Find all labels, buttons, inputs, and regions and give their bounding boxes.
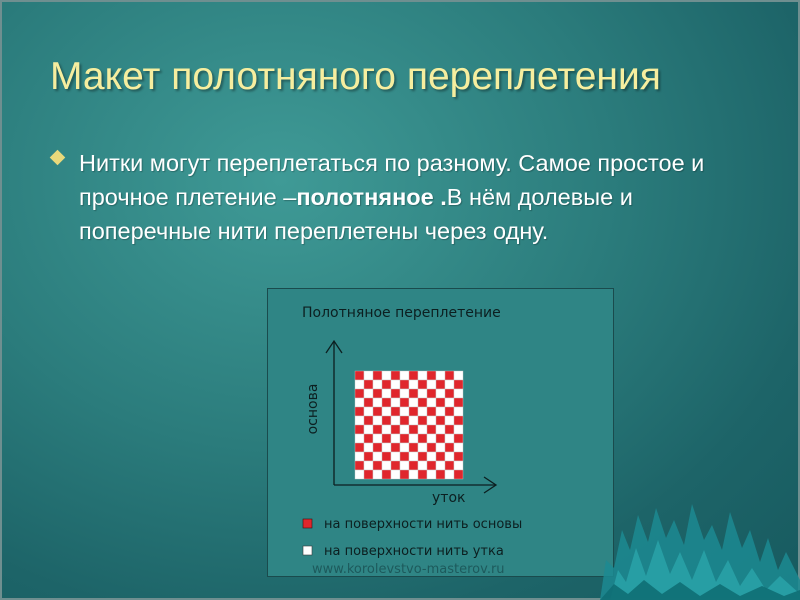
weave-cell [445, 461, 454, 470]
weave-cell [373, 461, 382, 470]
weave-cell [373, 371, 382, 380]
weave-cell [418, 380, 427, 389]
weave-cell [418, 389, 427, 398]
weave-cell [445, 389, 454, 398]
weave-cell [391, 407, 400, 416]
weave-cell [400, 425, 409, 434]
weave-cell [391, 470, 400, 479]
weave-cell [391, 389, 400, 398]
bullet-item [52, 146, 742, 248]
weave-cell [355, 380, 364, 389]
weave-cell [436, 443, 445, 452]
weave-cell [409, 425, 418, 434]
weave-cell [373, 407, 382, 416]
weave-cell [391, 425, 400, 434]
weave-cell [382, 470, 391, 479]
weave-cell [409, 443, 418, 452]
weave-cell [409, 461, 418, 470]
weave-cell [427, 434, 436, 443]
weave-cell [391, 434, 400, 443]
weave-cell [409, 470, 418, 479]
weave-cell [409, 452, 418, 461]
weave-cell [427, 398, 436, 407]
weave-cell [382, 407, 391, 416]
weave-cell [355, 425, 364, 434]
legend-label-weft: на поверхности нить утка [324, 544, 504, 559]
weave-cell [418, 434, 427, 443]
weave-cell [400, 416, 409, 425]
bullet-text-part2: В нём долевые и поперечные нити переплетены через одну. [79, 184, 633, 244]
weave-cell [382, 434, 391, 443]
weave-cell [454, 470, 463, 479]
weave-cell [373, 425, 382, 434]
weave-cell [436, 398, 445, 407]
weave-cell [391, 371, 400, 380]
weave-cell [364, 407, 373, 416]
weave-cell [400, 434, 409, 443]
weave-cell [382, 380, 391, 389]
weave-cell [400, 389, 409, 398]
weave-cell [382, 416, 391, 425]
weave-diagram [267, 288, 614, 577]
weave-cell [364, 461, 373, 470]
weave-cell [355, 407, 364, 416]
weave-cell [364, 452, 373, 461]
weave-cell [427, 452, 436, 461]
weave-cell [427, 425, 436, 434]
weave-cell [400, 371, 409, 380]
weave-cell [409, 398, 418, 407]
bullet-text-part1: Нитки могут переплетаться по разному. Самое простое и прочное плетение – [79, 150, 705, 210]
weave-cell [418, 443, 427, 452]
weave-cell [436, 389, 445, 398]
weave-cell [436, 380, 445, 389]
weave-cell [409, 416, 418, 425]
weave-cell [418, 416, 427, 425]
bullet-text-bold: полотняное . [296, 184, 447, 210]
weave-cell [364, 371, 373, 380]
weave-cell [445, 380, 454, 389]
legend-label-warp: на поверхности нить основы [324, 517, 523, 532]
decorative-glacier-graphic [600, 490, 800, 600]
weave-cell [454, 398, 463, 407]
weave-cell [400, 470, 409, 479]
weave-cell [400, 452, 409, 461]
weave-cell [355, 398, 364, 407]
weave-cell [454, 389, 463, 398]
weave-cell [427, 371, 436, 380]
weave-cell [391, 416, 400, 425]
weave-cell [445, 452, 454, 461]
weave-cell [427, 407, 436, 416]
weave-cell [454, 425, 463, 434]
weave-cell [454, 380, 463, 389]
weave-cell [427, 389, 436, 398]
weave-cell [373, 380, 382, 389]
weave-cell [364, 380, 373, 389]
weave-cell [400, 443, 409, 452]
weave-diagram-svg [268, 289, 615, 578]
weave-cell [355, 389, 364, 398]
weave-cell [427, 470, 436, 479]
weave-cell [436, 371, 445, 380]
legend-swatch-warp [303, 519, 312, 528]
weave-cell [436, 452, 445, 461]
weave-cell [355, 434, 364, 443]
weave-cell [382, 389, 391, 398]
weave-cell [445, 443, 454, 452]
weave-cell [355, 452, 364, 461]
weave-cell [436, 407, 445, 416]
weave-cell [445, 425, 454, 434]
weave-cell [355, 443, 364, 452]
weave-cell [373, 389, 382, 398]
weave-cell [418, 407, 427, 416]
weave-cell [445, 407, 454, 416]
weave-cell [445, 371, 454, 380]
weave-cell [355, 470, 364, 479]
weave-cell [409, 371, 418, 380]
weave-cell [373, 470, 382, 479]
weave-cell [382, 461, 391, 470]
weave-cell [454, 443, 463, 452]
weave-cell [436, 425, 445, 434]
weave-cell [373, 452, 382, 461]
weave-cell [364, 416, 373, 425]
weave-cell [409, 434, 418, 443]
watermark-text: www.korolevstvo-masterov.ru [312, 562, 505, 577]
weave-cell [391, 443, 400, 452]
weave-cell [364, 443, 373, 452]
weave-cell [409, 407, 418, 416]
weave-cell [391, 380, 400, 389]
weave-cell [364, 425, 373, 434]
weave-cell [409, 389, 418, 398]
weave-cell [355, 416, 364, 425]
weave-cell [382, 425, 391, 434]
weave-cell [454, 452, 463, 461]
weave-cell [418, 371, 427, 380]
weave-cell [454, 434, 463, 443]
weave-cell [418, 398, 427, 407]
weave-cell [364, 398, 373, 407]
slide-title: Макет полотняного переплетения [50, 55, 661, 98]
weave-cell [445, 398, 454, 407]
weave-cell [391, 398, 400, 407]
weave-cell [391, 452, 400, 461]
weave-cell [373, 416, 382, 425]
weave-cell [427, 416, 436, 425]
weave-cell [391, 461, 400, 470]
weave-cell [418, 461, 427, 470]
weave-cell [400, 380, 409, 389]
weave-cell [373, 443, 382, 452]
weave-cell [364, 434, 373, 443]
weave-cell [382, 371, 391, 380]
weave-cell [436, 470, 445, 479]
weave-cell [436, 416, 445, 425]
bullet-text [79, 146, 742, 248]
weave-cell [418, 470, 427, 479]
weave-cell [436, 434, 445, 443]
weave-cell [382, 398, 391, 407]
y-axis-label: основа [305, 383, 321, 435]
weave-cell [373, 398, 382, 407]
weave-cell [400, 461, 409, 470]
legend-swatch-weft [303, 546, 312, 555]
weave-cell [418, 425, 427, 434]
weave-cell [445, 434, 454, 443]
weave-cell [364, 470, 373, 479]
weave-cell [445, 416, 454, 425]
weave-cell [418, 452, 427, 461]
weave-cell [454, 461, 463, 470]
diamond-bullet-icon [50, 150, 66, 166]
weave-cell [427, 461, 436, 470]
weave-cell [382, 452, 391, 461]
weave-cell [454, 416, 463, 425]
weave-cell [355, 461, 364, 470]
weave-cell [400, 407, 409, 416]
weave-cell [400, 398, 409, 407]
weave-grid [355, 371, 463, 479]
weave-cell [409, 380, 418, 389]
weave-cell [382, 443, 391, 452]
weave-cell [355, 371, 364, 380]
x-axis-label: уток [432, 490, 466, 506]
weave-cell [445, 470, 454, 479]
weave-cell [373, 434, 382, 443]
weave-cell [427, 443, 436, 452]
weave-cell [364, 389, 373, 398]
figure-heading: Полотняное переплетение [302, 305, 501, 321]
weave-cell [436, 461, 445, 470]
weave-cell [427, 380, 436, 389]
weave-cell [454, 371, 463, 380]
weave-cell [454, 407, 463, 416]
